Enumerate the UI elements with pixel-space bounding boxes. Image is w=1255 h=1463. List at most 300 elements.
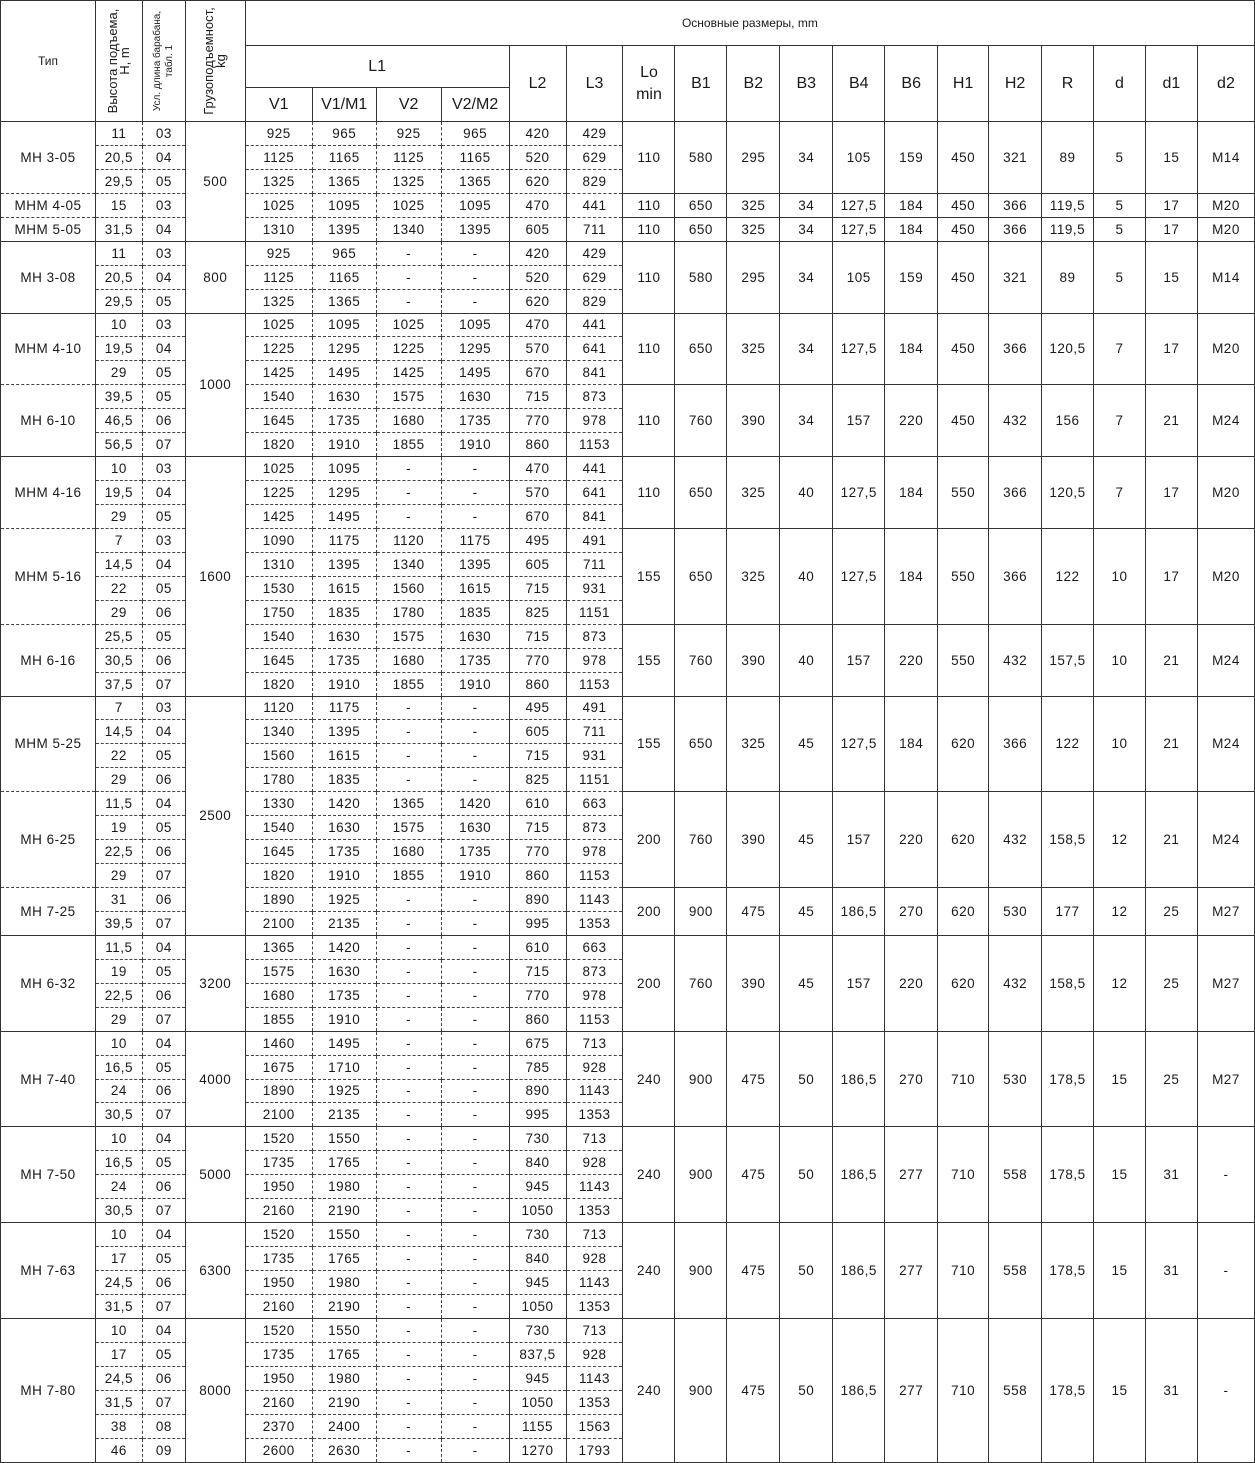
l1-v2m2-cell: - bbox=[441, 1031, 509, 1055]
l3-cell: 928 bbox=[566, 1342, 623, 1366]
l2-cell: 495 bbox=[509, 696, 566, 720]
l1-v1-cell: 1950 bbox=[245, 1366, 312, 1390]
l1-v2-cell: - bbox=[376, 289, 441, 313]
dim-lo-cell: 155 bbox=[623, 696, 675, 792]
l1-v1m1-cell: 1735 bbox=[312, 840, 376, 864]
dim-b4-cell: 127,5 bbox=[833, 313, 885, 385]
drum-length-cell: 03 bbox=[142, 241, 185, 265]
l2-cell: 605 bbox=[509, 552, 566, 576]
l1-v1-cell: 1025 bbox=[245, 193, 312, 217]
l1-v2m2-cell: 1630 bbox=[441, 624, 509, 648]
l1-v2m2-cell: - bbox=[441, 1151, 509, 1175]
l1-v1m1-cell: 1980 bbox=[312, 1366, 376, 1390]
dim-d2-cell: M27 bbox=[1197, 1031, 1254, 1127]
l1-v1-cell: 1645 bbox=[245, 409, 312, 433]
dim-lo-cell: 240 bbox=[623, 1223, 675, 1319]
dim-b3-cell: 45 bbox=[780, 792, 833, 888]
l1-v1m1-cell: 1165 bbox=[312, 265, 376, 289]
l2-cell: 620 bbox=[509, 289, 566, 313]
l1-v2-cell: - bbox=[376, 720, 441, 744]
l3-cell: 713 bbox=[566, 1223, 623, 1247]
l3-cell: 429 bbox=[566, 241, 623, 265]
l1-v2-cell: 1575 bbox=[376, 816, 441, 840]
header-R: R bbox=[1042, 46, 1094, 122]
drum-length-cell: 06 bbox=[142, 768, 185, 792]
lift-height-cell: 31,5 bbox=[95, 1390, 142, 1414]
dim-b4-cell: 157 bbox=[833, 385, 885, 457]
l1-v2m2-cell: - bbox=[441, 1127, 509, 1151]
l1-v2-cell: - bbox=[376, 1007, 441, 1031]
l1-v2-cell: 1680 bbox=[376, 409, 441, 433]
type-cell: МН 7-50 bbox=[1, 1127, 96, 1223]
l1-v1-cell: 1520 bbox=[245, 1318, 312, 1342]
lift-height-cell: 10 bbox=[95, 1223, 142, 1247]
drum-length-cell: 05 bbox=[142, 385, 185, 409]
dim-b6-cell: 270 bbox=[885, 888, 938, 936]
l2-cell: 715 bbox=[509, 576, 566, 600]
l1-v1m1-cell: 1630 bbox=[312, 624, 376, 648]
dim-lo-cell: 110 bbox=[623, 385, 675, 457]
l1-v2m2-cell: 965 bbox=[441, 122, 509, 146]
lift-height-cell: 11,5 bbox=[95, 792, 142, 816]
lift-height-cell: 39,5 bbox=[95, 385, 142, 409]
l1-v2m2-cell: 1615 bbox=[441, 576, 509, 600]
l1-v1m1-cell: 1910 bbox=[312, 864, 376, 888]
l2-cell: 730 bbox=[509, 1127, 566, 1151]
l1-v1m1-cell: 1550 bbox=[312, 1223, 376, 1247]
l1-v1m1-cell: 2190 bbox=[312, 1294, 376, 1318]
l2-cell: 1050 bbox=[509, 1199, 566, 1223]
drum-length-cell: 06 bbox=[142, 1271, 185, 1295]
header-drum-length bbox=[142, 1, 185, 122]
l1-v2-cell: - bbox=[376, 1223, 441, 1247]
drum-length-cell: 04 bbox=[142, 145, 185, 169]
lift-height-cell: 20,5 bbox=[95, 145, 142, 169]
lift-height-cell: 38 bbox=[95, 1414, 142, 1438]
l1-v2-cell: - bbox=[376, 696, 441, 720]
lift-height-cell: 30,5 bbox=[95, 648, 142, 672]
l2-cell: 1270 bbox=[509, 1438, 566, 1462]
l2-cell: 860 bbox=[509, 1007, 566, 1031]
l2-cell: 730 bbox=[509, 1223, 566, 1247]
dim-d1-cell: 17 bbox=[1145, 528, 1197, 624]
l2-cell: 620 bbox=[509, 169, 566, 193]
l1-v1-cell: 1820 bbox=[245, 672, 312, 696]
table-row bbox=[1, 1318, 1255, 1342]
dim-h2-cell: 366 bbox=[989, 193, 1042, 217]
drum-length-cell: 04 bbox=[142, 337, 185, 361]
l2-cell: 520 bbox=[509, 145, 566, 169]
l2-cell: 860 bbox=[509, 864, 566, 888]
dim-b6-cell: 184 bbox=[885, 528, 938, 624]
l1-v2m2-cell: - bbox=[441, 1318, 509, 1342]
l1-v1-cell: 2100 bbox=[245, 1103, 312, 1127]
dim-d2-cell: - bbox=[1197, 1127, 1254, 1223]
l2-cell: 570 bbox=[509, 481, 566, 505]
l2-cell: 420 bbox=[509, 122, 566, 146]
l1-v1m1-cell: 1095 bbox=[312, 457, 376, 481]
dim-b2-cell: 325 bbox=[727, 217, 780, 241]
l3-cell: 441 bbox=[566, 457, 623, 481]
type-cell: МН 7-40 bbox=[1, 1031, 96, 1127]
dim-d2-cell: M20 bbox=[1197, 217, 1254, 241]
drum-length-cell: 06 bbox=[142, 409, 185, 433]
lift-height-cell: 17 bbox=[95, 1247, 142, 1271]
l1-v2-cell: 1680 bbox=[376, 840, 441, 864]
dim-b4-cell: 127,5 bbox=[833, 528, 885, 624]
dim-r-cell: 158,5 bbox=[1042, 935, 1094, 1031]
l2-cell: 825 bbox=[509, 600, 566, 624]
l1-v2m2-cell: - bbox=[441, 744, 509, 768]
l1-v2-cell: - bbox=[376, 1271, 441, 1295]
l1-v2m2-cell: 1910 bbox=[441, 864, 509, 888]
dim-d-cell: 10 bbox=[1094, 528, 1146, 624]
l1-v2m2-cell: 1910 bbox=[441, 672, 509, 696]
lift-height-cell: 30,5 bbox=[95, 1199, 142, 1223]
drum-length-cell: 07 bbox=[142, 672, 185, 696]
dim-r-cell: 89 bbox=[1042, 241, 1094, 313]
l1-v1-cell: 1675 bbox=[245, 1055, 312, 1079]
l1-v1-cell: 925 bbox=[245, 241, 312, 265]
dim-b2-cell: 475 bbox=[727, 1318, 780, 1462]
l1-v1m1-cell: 1395 bbox=[312, 720, 376, 744]
l2-cell: 770 bbox=[509, 840, 566, 864]
l2-cell: 840 bbox=[509, 1151, 566, 1175]
lift-height-cell: 10 bbox=[95, 313, 142, 337]
dim-b4-cell: 186,5 bbox=[833, 888, 885, 936]
l2-cell: 470 bbox=[509, 457, 566, 481]
drum-length-cell: 04 bbox=[142, 265, 185, 289]
dim-d-cell: 5 bbox=[1094, 241, 1146, 313]
drum-length-cell: 07 bbox=[142, 864, 185, 888]
l1-v1-cell: 1540 bbox=[245, 624, 312, 648]
l1-v2-cell: - bbox=[376, 1199, 441, 1223]
dim-b4-cell: 105 bbox=[833, 122, 885, 194]
dim-b6-cell: 277 bbox=[885, 1318, 938, 1462]
l1-v2-cell: - bbox=[376, 481, 441, 505]
l2-cell: 785 bbox=[509, 1055, 566, 1079]
type-cell: МН 7-63 bbox=[1, 1223, 96, 1319]
dim-d2-cell: - bbox=[1197, 1223, 1254, 1319]
lift-height-cell: 46,5 bbox=[95, 409, 142, 433]
l1-v1-cell: 1520 bbox=[245, 1223, 312, 1247]
l1-v2m2-cell: - bbox=[441, 888, 509, 912]
l1-v1m1-cell: 1835 bbox=[312, 768, 376, 792]
dim-b6-cell: 220 bbox=[885, 624, 938, 696]
l1-v2-cell: - bbox=[376, 1031, 441, 1055]
dim-r-cell: 156 bbox=[1042, 385, 1094, 457]
dim-h2-cell: 558 bbox=[989, 1223, 1042, 1319]
l1-v2-cell: - bbox=[376, 983, 441, 1007]
dim-d-cell: 15 bbox=[1094, 1223, 1146, 1319]
l2-cell: 945 bbox=[509, 1271, 566, 1295]
l1-v2-cell: 1325 bbox=[376, 169, 441, 193]
dim-d1-cell: 21 bbox=[1145, 624, 1197, 696]
l3-cell: 491 bbox=[566, 696, 623, 720]
l3-cell: 928 bbox=[566, 1247, 623, 1271]
l2-cell: 945 bbox=[509, 1175, 566, 1199]
l3-cell: 928 bbox=[566, 1151, 623, 1175]
table-row bbox=[1, 1127, 1255, 1151]
table-row bbox=[1, 122, 1255, 146]
dim-b1-cell: 580 bbox=[675, 122, 727, 194]
l1-v1-cell: 1950 bbox=[245, 1175, 312, 1199]
l3-cell: 931 bbox=[566, 576, 623, 600]
l1-v2-cell: - bbox=[376, 1103, 441, 1127]
drum-length-cell: 06 bbox=[142, 1175, 185, 1199]
l1-v1-cell: 1890 bbox=[245, 1079, 312, 1103]
drum-length-cell: 07 bbox=[142, 1007, 185, 1031]
l1-v1m1-cell: 1495 bbox=[312, 361, 376, 385]
drum-length-cell: 05 bbox=[142, 1055, 185, 1079]
dim-b6-cell: 184 bbox=[885, 313, 938, 385]
dim-b2-cell: 325 bbox=[727, 528, 780, 624]
dim-h1-cell: 710 bbox=[938, 1223, 989, 1319]
dim-b6-cell: 220 bbox=[885, 935, 938, 1031]
l1-v1m1-cell: 2400 bbox=[312, 1414, 376, 1438]
drum-length-cell: 05 bbox=[142, 1151, 185, 1175]
drum-length-cell: 03 bbox=[142, 313, 185, 337]
l1-v2-cell: - bbox=[376, 1247, 441, 1271]
l1-v2m2-cell: 1630 bbox=[441, 816, 509, 840]
lift-height-cell: 7 bbox=[95, 696, 142, 720]
l1-v1-cell: 1025 bbox=[245, 457, 312, 481]
lift-height-cell: 15 bbox=[95, 193, 142, 217]
dim-b2-cell: 325 bbox=[727, 696, 780, 792]
l1-v2-cell: - bbox=[376, 959, 441, 983]
lift-height-cell: 14,5 bbox=[95, 552, 142, 576]
l1-v2m2-cell: - bbox=[441, 768, 509, 792]
l2-cell: 770 bbox=[509, 409, 566, 433]
l1-v2m2-cell: - bbox=[441, 935, 509, 959]
l2-cell: 610 bbox=[509, 792, 566, 816]
dim-b3-cell: 50 bbox=[780, 1127, 833, 1223]
l1-v1-cell: 1225 bbox=[245, 337, 312, 361]
l3-cell: 1153 bbox=[566, 433, 623, 457]
dim-d1-cell: 15 bbox=[1145, 122, 1197, 194]
l1-v1-cell: 1855 bbox=[245, 1007, 312, 1031]
dim-b3-cell: 45 bbox=[780, 696, 833, 792]
l1-v2-cell: 1575 bbox=[376, 624, 441, 648]
dim-h1-cell: 550 bbox=[938, 528, 989, 624]
drum-length-cell: 04 bbox=[142, 1031, 185, 1055]
l1-v1m1-cell: 965 bbox=[312, 241, 376, 265]
lift-height-cell: 29,5 bbox=[95, 289, 142, 313]
dim-b4-cell: 105 bbox=[833, 241, 885, 313]
dim-h2-cell: 558 bbox=[989, 1127, 1042, 1223]
dim-b2-cell: 325 bbox=[727, 457, 780, 529]
lift-height-cell: 25,5 bbox=[95, 624, 142, 648]
l1-v2m2-cell: 1295 bbox=[441, 337, 509, 361]
l1-v2-cell: - bbox=[376, 1366, 441, 1390]
dim-d-cell: 10 bbox=[1094, 696, 1146, 792]
dim-h2-cell: 558 bbox=[989, 1318, 1042, 1462]
dim-d2-cell: M24 bbox=[1197, 624, 1254, 696]
dim-r-cell: 178,5 bbox=[1042, 1318, 1094, 1462]
dim-d-cell: 15 bbox=[1094, 1031, 1146, 1127]
dim-b6-cell: 184 bbox=[885, 193, 938, 217]
type-cell: МНМ 5-25 bbox=[1, 696, 96, 792]
dim-d1-cell: 21 bbox=[1145, 696, 1197, 792]
l3-cell: 1563 bbox=[566, 1414, 623, 1438]
dim-r-cell: 120,5 bbox=[1042, 457, 1094, 529]
l3-cell: 1151 bbox=[566, 768, 623, 792]
dim-lo-cell: 110 bbox=[623, 122, 675, 194]
dim-b2-cell: 475 bbox=[727, 1031, 780, 1127]
dim-b3-cell: 40 bbox=[780, 528, 833, 624]
l1-v2-cell: - bbox=[376, 457, 441, 481]
dim-b6-cell: 220 bbox=[885, 792, 938, 888]
l1-v1m1-cell: 1365 bbox=[312, 169, 376, 193]
dim-r-cell: 122 bbox=[1042, 528, 1094, 624]
dim-b1-cell: 900 bbox=[675, 888, 727, 936]
dim-r-cell: 157,5 bbox=[1042, 624, 1094, 696]
dim-b3-cell: 45 bbox=[780, 935, 833, 1031]
dim-b1-cell: 900 bbox=[675, 1127, 727, 1223]
l1-v2m2-cell: - bbox=[441, 1007, 509, 1031]
l1-v1-cell: 1820 bbox=[245, 864, 312, 888]
lift-height-cell: 29 bbox=[95, 361, 142, 385]
l1-v1m1-cell: 1175 bbox=[312, 528, 376, 552]
dim-lo-cell: 240 bbox=[623, 1127, 675, 1223]
l1-v2m2-cell: - bbox=[441, 911, 509, 935]
dim-d2-cell: M20 bbox=[1197, 528, 1254, 624]
l1-v1m1-cell: 1630 bbox=[312, 385, 376, 409]
dim-d1-cell: 25 bbox=[1145, 1031, 1197, 1127]
l1-v1m1-cell: 1835 bbox=[312, 600, 376, 624]
dim-r-cell: 119,5 bbox=[1042, 193, 1094, 217]
l1-v1-cell: 1425 bbox=[245, 361, 312, 385]
dim-lo-cell: 110 bbox=[623, 193, 675, 217]
dim-h2-cell: 321 bbox=[989, 241, 1042, 313]
dim-d2-cell: M24 bbox=[1197, 385, 1254, 457]
l1-v1m1-cell: 1735 bbox=[312, 648, 376, 672]
drum-length-cell: 07 bbox=[142, 911, 185, 935]
l1-v2m2-cell: - bbox=[441, 505, 509, 529]
dim-b4-cell: 127,5 bbox=[833, 696, 885, 792]
l1-v2m2-cell: - bbox=[441, 983, 509, 1007]
header-Lo-min: Lo min bbox=[623, 46, 675, 122]
l2-cell: 715 bbox=[509, 744, 566, 768]
dim-d2-cell: M20 bbox=[1197, 193, 1254, 217]
l3-cell: 713 bbox=[566, 1031, 623, 1055]
l1-v1m1-cell: 1765 bbox=[312, 1151, 376, 1175]
header-B3: B3 bbox=[780, 46, 833, 122]
drum-length-cell: 03 bbox=[142, 122, 185, 146]
drum-length-cell: 04 bbox=[142, 792, 185, 816]
l1-v1m1-cell: 1765 bbox=[312, 1342, 376, 1366]
l1-v2-cell: - bbox=[376, 1079, 441, 1103]
dim-b2-cell: 390 bbox=[727, 792, 780, 888]
lift-height-cell: 10 bbox=[95, 1031, 142, 1055]
l1-v2m2-cell: - bbox=[441, 1390, 509, 1414]
capacity-cell: 5000 bbox=[185, 1127, 245, 1223]
l3-cell: 928 bbox=[566, 1055, 623, 1079]
drum-length-cell: 05 bbox=[142, 289, 185, 313]
l3-cell: 931 bbox=[566, 744, 623, 768]
lift-height-cell: 24,5 bbox=[95, 1366, 142, 1390]
lift-height-cell: 11,5 bbox=[95, 935, 142, 959]
dim-b1-cell: 760 bbox=[675, 792, 727, 888]
l1-v1-cell: 1735 bbox=[245, 1342, 312, 1366]
l1-v2-cell: 1855 bbox=[376, 864, 441, 888]
l1-v2m2-cell: 1095 bbox=[441, 313, 509, 337]
header-V1M1: V1/M1 bbox=[312, 88, 376, 122]
l1-v1-cell: 1575 bbox=[245, 959, 312, 983]
dim-d1-cell: 17 bbox=[1145, 193, 1197, 217]
type-cell: МН 6-25 bbox=[1, 792, 96, 888]
l3-cell: 1353 bbox=[566, 1103, 623, 1127]
l1-v1-cell: 1530 bbox=[245, 576, 312, 600]
l1-v1m1-cell: 1095 bbox=[312, 193, 376, 217]
l2-cell: 570 bbox=[509, 337, 566, 361]
l3-cell: 1353 bbox=[566, 1390, 623, 1414]
dim-b3-cell: 50 bbox=[780, 1223, 833, 1319]
lift-height-cell: 22,5 bbox=[95, 840, 142, 864]
lift-height-cell: 24,5 bbox=[95, 1271, 142, 1295]
header-B4: B4 bbox=[833, 46, 885, 122]
l3-cell: 873 bbox=[566, 959, 623, 983]
drum-length-cell: 05 bbox=[142, 1247, 185, 1271]
l1-v1m1-cell: 1735 bbox=[312, 983, 376, 1007]
dim-b6-cell: 159 bbox=[885, 241, 938, 313]
drum-length-cell: 03 bbox=[142, 696, 185, 720]
lift-height-cell: 19 bbox=[95, 959, 142, 983]
type-cell: МНМ 4-16 bbox=[1, 457, 96, 529]
dim-b6-cell: 277 bbox=[885, 1223, 938, 1319]
dim-lo-cell: 240 bbox=[623, 1031, 675, 1127]
table-row bbox=[1, 1223, 1255, 1247]
table-row bbox=[1, 1031, 1255, 1055]
drum-length-cell: 06 bbox=[142, 840, 185, 864]
l1-v1-cell: 1750 bbox=[245, 600, 312, 624]
l1-v2m2-cell: - bbox=[441, 265, 509, 289]
drum-length-cell: 06 bbox=[142, 1366, 185, 1390]
dim-b1-cell: 760 bbox=[675, 935, 727, 1031]
l1-v2-cell: 1125 bbox=[376, 145, 441, 169]
l2-cell: 610 bbox=[509, 935, 566, 959]
dim-d1-cell: 25 bbox=[1145, 888, 1197, 936]
dim-b4-cell: 186,5 bbox=[833, 1223, 885, 1319]
l1-v2-cell: 1225 bbox=[376, 337, 441, 361]
capacity-cell: 8000 bbox=[185, 1318, 245, 1462]
drum-length-cell: 04 bbox=[142, 217, 185, 241]
l1-v1-cell: 1645 bbox=[245, 840, 312, 864]
dim-b3-cell: 50 bbox=[780, 1318, 833, 1462]
l3-cell: 629 bbox=[566, 265, 623, 289]
dim-b3-cell: 34 bbox=[780, 241, 833, 313]
l1-v2m2-cell: - bbox=[441, 241, 509, 265]
l1-v2m2-cell: - bbox=[441, 1414, 509, 1438]
dim-lo-cell: 110 bbox=[623, 241, 675, 313]
l1-v1m1-cell: 2135 bbox=[312, 911, 376, 935]
l1-v2m2-cell: - bbox=[441, 481, 509, 505]
l1-v1-cell: 1780 bbox=[245, 768, 312, 792]
lift-height-cell: 17 bbox=[95, 1342, 142, 1366]
l3-cell: 1143 bbox=[566, 1175, 623, 1199]
dim-h1-cell: 450 bbox=[938, 241, 989, 313]
l3-cell: 978 bbox=[566, 983, 623, 1007]
l1-v2-cell: 1340 bbox=[376, 552, 441, 576]
l3-cell: 663 bbox=[566, 792, 623, 816]
l3-cell: 1353 bbox=[566, 911, 623, 935]
dim-b1-cell: 650 bbox=[675, 313, 727, 385]
l3-cell: 1143 bbox=[566, 1079, 623, 1103]
l1-v1m1-cell: 1295 bbox=[312, 481, 376, 505]
l3-cell: 441 bbox=[566, 193, 623, 217]
dim-h2-cell: 530 bbox=[989, 1031, 1042, 1127]
l1-v1-cell: 1735 bbox=[245, 1151, 312, 1175]
